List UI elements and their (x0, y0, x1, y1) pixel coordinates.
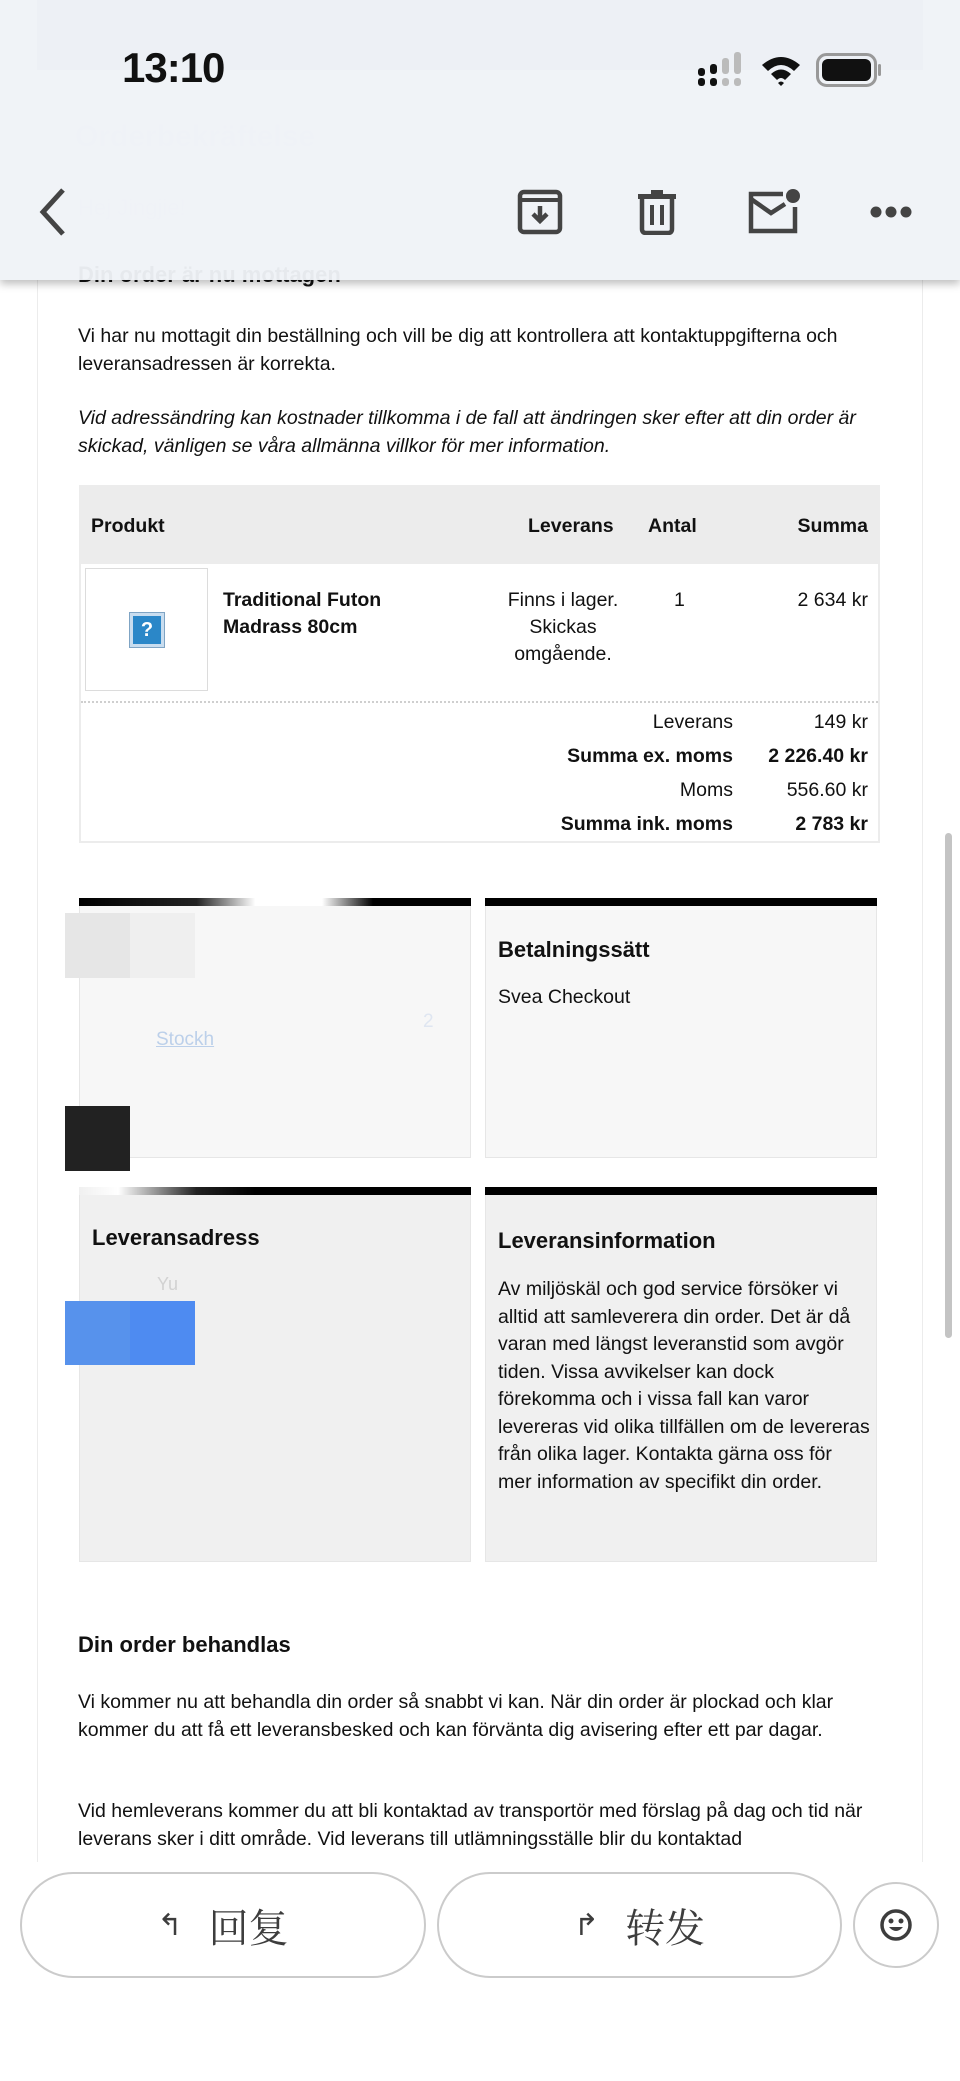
broken-image-icon: ? (130, 613, 164, 647)
smiley-icon (879, 1908, 913, 1942)
cellular-signal-icon (696, 52, 746, 88)
top-toolbar (0, 0, 960, 280)
order-table-header (81, 487, 878, 564)
ex-vat-label: Summa ex. moms (567, 745, 733, 767)
redaction-block (65, 1106, 130, 1171)
product-name[interactable]: Traditional Futon Madrass 80cm (223, 589, 382, 638)
forward-label: 转发 (625, 1906, 706, 1951)
shipping-value: 149 kr (813, 711, 868, 733)
delivery-address-title: Leveransadress (92, 1225, 260, 1250)
forward-arrow-icon: ↱ (573, 1908, 600, 1942)
customer-city-link[interactable]: Stockh (156, 1029, 215, 1050)
wifi-icon (760, 53, 802, 87)
redaction-block (65, 1301, 130, 1365)
address-fragment: Yu (157, 1274, 179, 1294)
archive-button[interactable] (512, 184, 568, 240)
payment-method: Svea Checkout (498, 986, 631, 1008)
delivery-info-text: Av miljöskäl och god service försöker vi alltid att samleverera din order. Det är då varan med längst leveranstid som avgör tiden. Vissa avvikelser kan dock förekomma och i vissa fall kan varor levereras vid olika tillfällen om de levereras från olika lager. Kontakta gärna oss för mer information av specifikt din order. (498, 1278, 870, 1493)
more-button[interactable] (863, 184, 919, 240)
intro-paragraph: Vi har nu mottagit din beställning och vill be dig att kontrollera att kontaktuppgifterna och leveransadressen är korrekta. (78, 325, 838, 375)
delete-button[interactable] (629, 184, 685, 240)
redaction-block (130, 913, 195, 978)
heading-order-processing: Din order behandlas (78, 1632, 291, 1657)
battery-icon (816, 53, 882, 87)
more-icon (869, 205, 913, 219)
delivery-address-card (79, 1187, 471, 1562)
payment-card (485, 898, 877, 1158)
address-change-note: Vid adressändring kan kostnader tillkomma i de fall att ändringen sker efter att din order är skickad, vänligen se våra allmänna villkor för mer information. (78, 407, 856, 457)
product-qty: 1 (674, 589, 685, 611)
divider (81, 701, 878, 703)
mark-unread-button[interactable] (746, 184, 802, 240)
product-delivery-status: Finns i lager. Skickas omgående. (507, 589, 619, 665)
ex-vat-value: 2 226.40 kr (768, 745, 868, 767)
archive-icon (517, 189, 563, 235)
order-table (79, 485, 880, 843)
inc-vat-value: 2 783 kr (795, 813, 868, 835)
reply-label: 回复 (208, 1906, 289, 1951)
reply-arrow-icon: ↰ (157, 1908, 183, 1942)
status-time: 13:10 (122, 44, 225, 91)
trash-icon (636, 189, 678, 235)
mark-unread-icon (747, 189, 801, 235)
home-delivery-paragraph: Vid hemleverans kommer du att bli kontaktad av transportör med förslag på dag och tid när leverans sker i ditt område. Vid leverans till utlämningsställe blir du kontaktad (78, 1800, 863, 1850)
col-product: Produkt (91, 515, 165, 537)
shipping-label: Leverans (652, 711, 733, 733)
col-sum: Summa (797, 515, 868, 537)
processing-paragraph: Vi kommer nu att behandla din order så snabbt vi kan. När din order är plockad och klar kommer du att få ett leveransbesked och kan förvänta dig avisering efter ett par dagar. (78, 1691, 834, 1741)
emoji-reaction-button[interactable] (853, 1882, 939, 1968)
col-delivery: Leverans (528, 515, 614, 537)
product-sum: 2 634 kr (797, 589, 868, 611)
vat-value: 556.60 kr (786, 779, 868, 801)
redaction-block (130, 1301, 195, 1365)
scrollbar[interactable] (945, 833, 952, 1338)
redacted-fragment: 2 (423, 1011, 434, 1032)
product-image[interactable] (85, 568, 208, 691)
delivery-info-title: Leveransinformation (498, 1228, 716, 1253)
col-qty: Antal (648, 515, 697, 537)
delivery-info-card (485, 1187, 877, 1562)
redaction-block (65, 913, 130, 978)
forward-button[interactable] (437, 1872, 842, 1978)
status-icons (696, 52, 882, 88)
payment-title: Betalningssätt (498, 937, 650, 962)
back-chevron-icon (35, 186, 71, 238)
back-button[interactable] (25, 184, 81, 240)
vat-label: Moms (679, 779, 733, 801)
reply-button[interactable] (20, 1872, 426, 1978)
inc-vat-label: Summa ink. moms (560, 813, 733, 835)
